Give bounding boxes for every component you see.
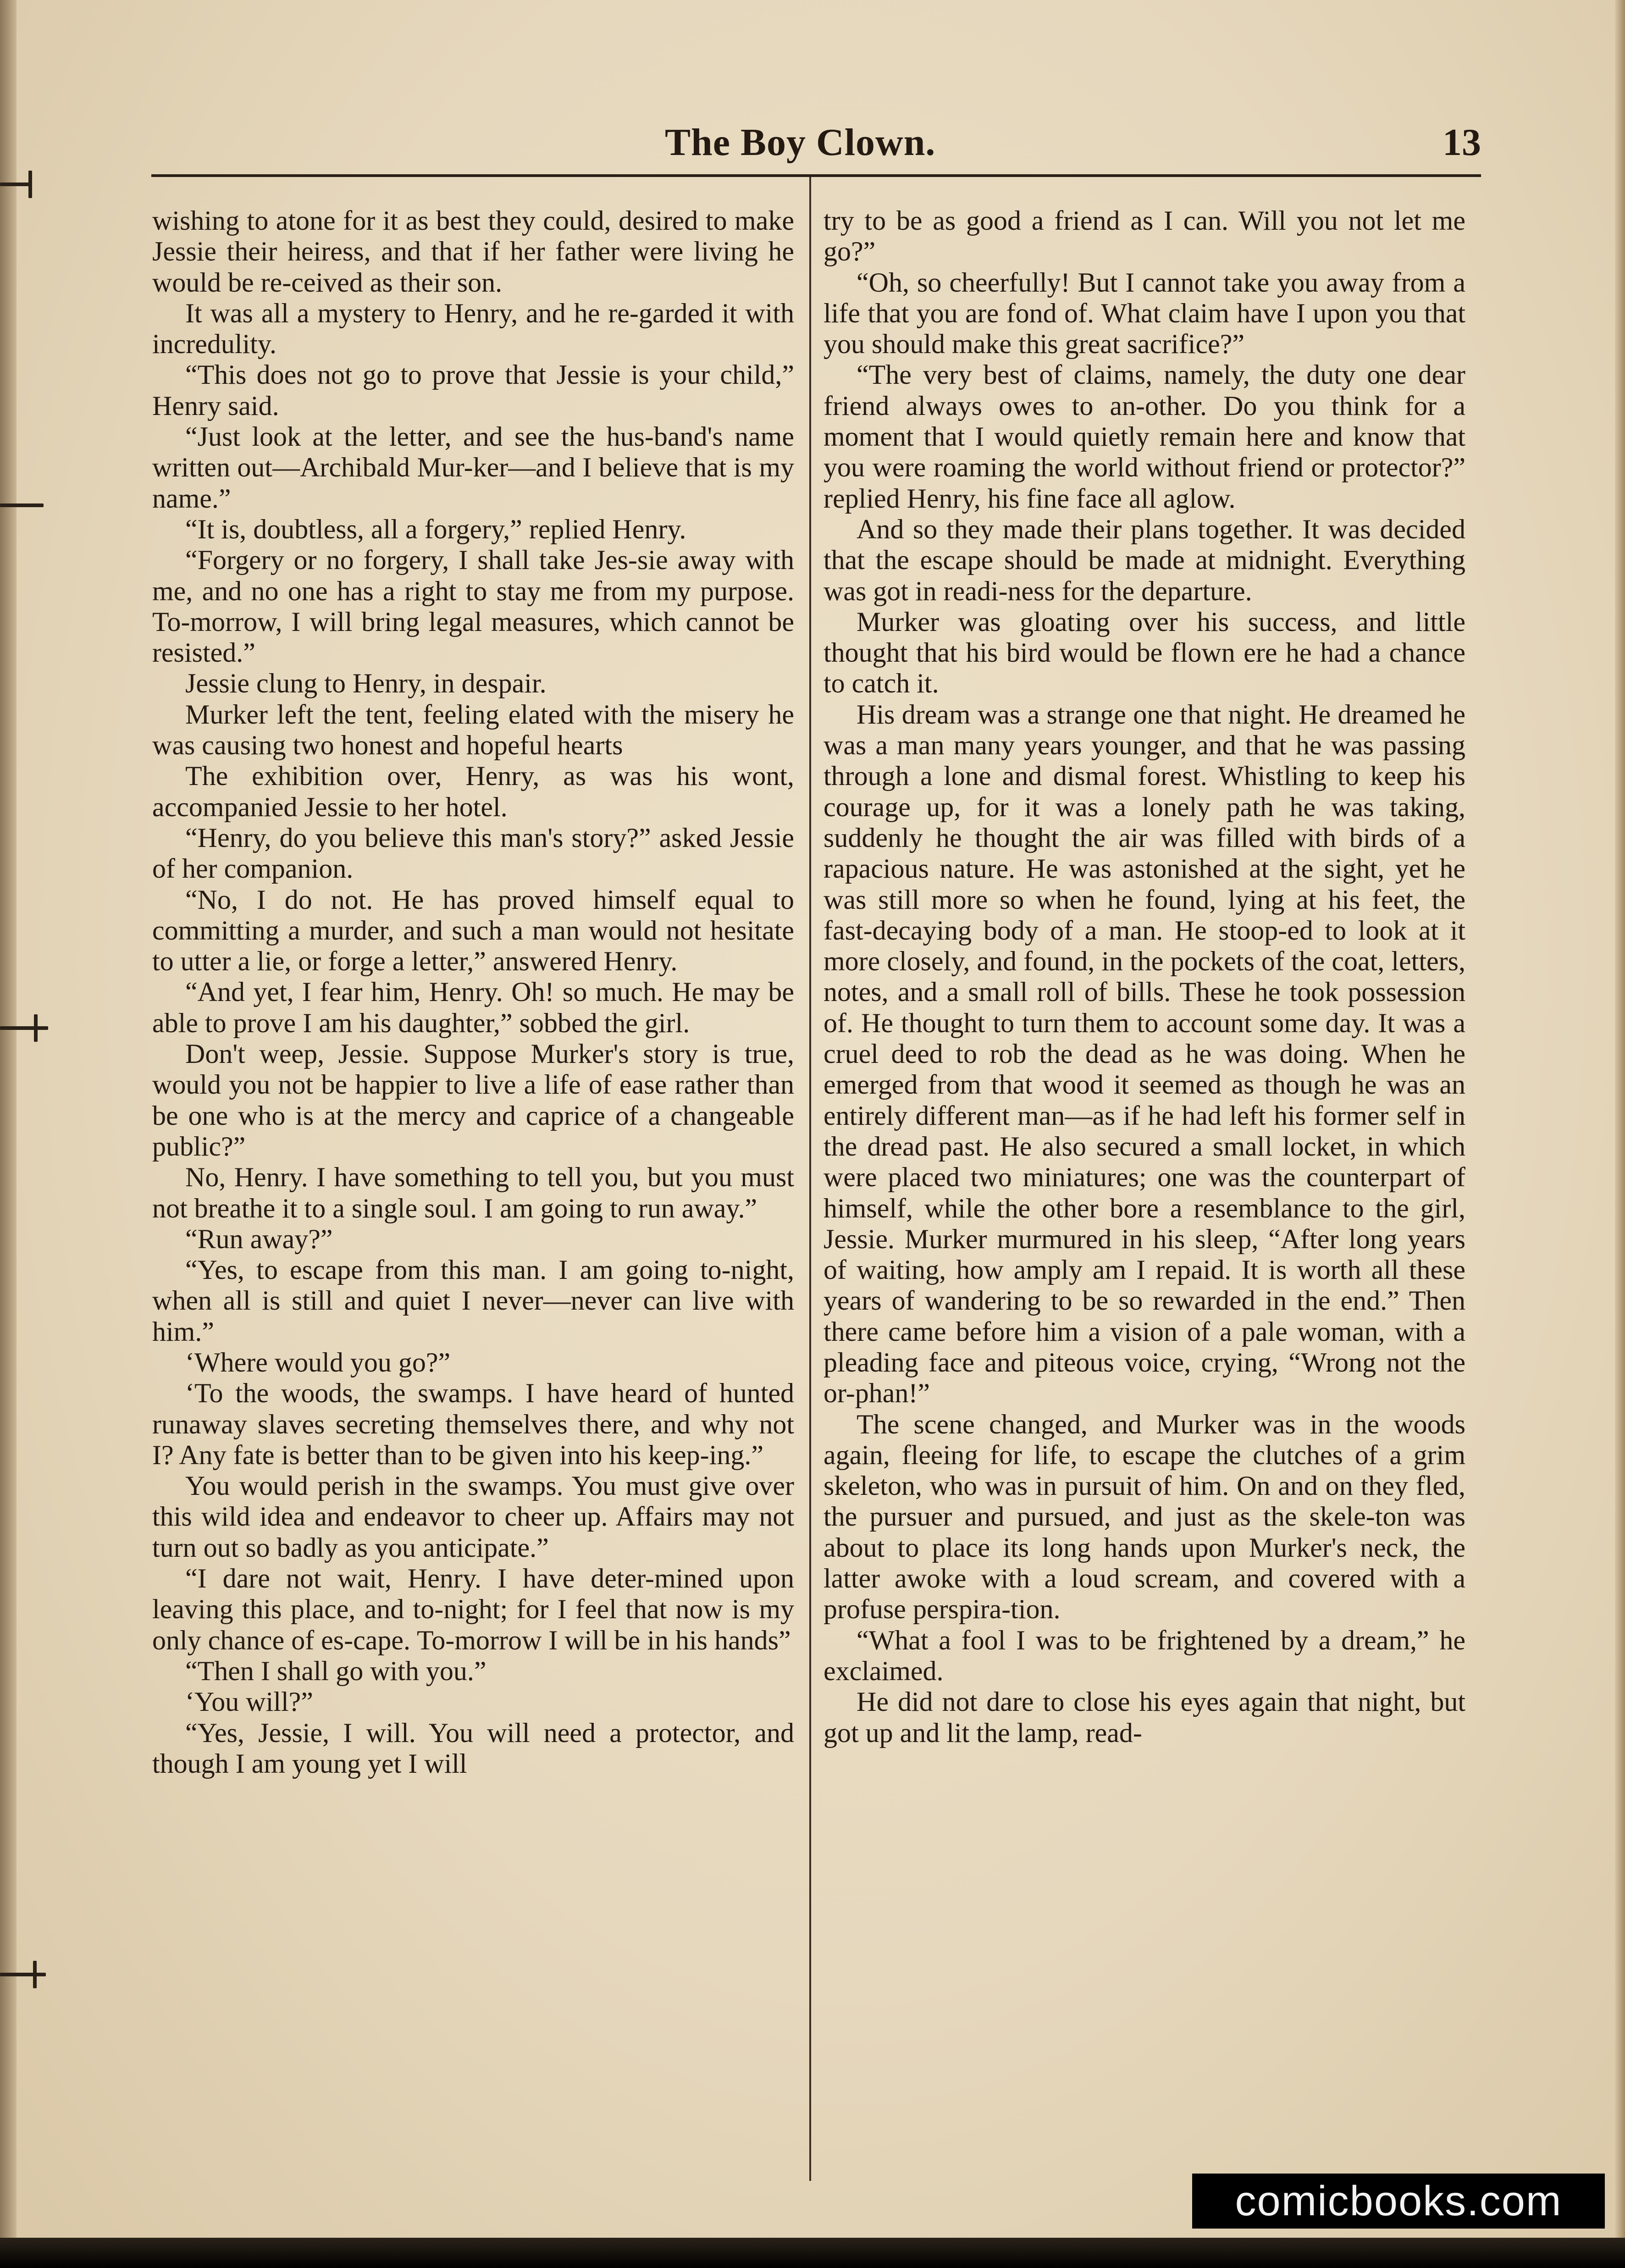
paragraph: “It is, doubtless, all a forgery,” replied Henry. [185,514,686,544]
paragraph: “The very best of claims, namely, the duty one dear friend always owes to an-other. Do you think for a moment that I would quietly remain here and know that you were roaming the world without friend or protector?” replied Henry, his fine face all aglow. [824,360,1465,514]
page-edge-right [1615,0,1625,2238]
paragraph: He did not dare to close his eyes again that night, but got up and lit the lamp, read- [824,1687,1465,1748]
paragraph: His dream was a strange one that night. He dreamed he was a man many years younger, and that he was passing through a lone and dismal forest. Whistling to keep his courage up, for it was a lonely path he was taking, suddenly he thought the air was filled with birds of a rapacious nature. He was astonished at the sight, yet he was still more so when he found, lying at his feet, the fast-decaying body of a man. He stoop-ed to look at it more closely, and found, in the pockets of the coat, letters, notes, and a small roll of bills. These he took possession of. He thought to turn them to account some day. It was a cruel deed to rob the dead as he was doing. When he emerged from that wood it seemed as though he was an entirely different man—as if he had left his former self in the dread past. He also secured a small locket, in which were placed two miniatures; one was the counterpart of himself, while the other bore a resemblance to the girl, Jessie. Murker murmured in his sleep, “After long years of waiting, how amply am I repaid. It is worth all these years of wandering to be so rewarded in the end.” Then there came before him a vision of a pale woman, with a pleading face and piteous voice, crying, “Wrong not the or-phan!” [824,699,1465,1409]
binding-stitch-mark [33,1961,37,1988]
binding-stitch-mark [0,1973,46,1976]
binding-stitch-mark [28,171,32,198]
binding-stitch-mark [0,1026,48,1030]
paragraph: Don't weep, Jessie. Suppose Murker's story is true, would you not be happier to live a life of ease rather than be one who is at the mercy and caprice of a changeable public?” [152,1039,794,1162]
paragraph: ‘You will?” [185,1687,313,1717]
paragraph: “Just look at the letter, and see the hus-band's name written out—Archibald Mur-ker—and I believe that is my name.” [152,421,794,514]
paragraph: The exhibition over, Henry, as was his wont, accompanied Jessie to her hotel. [152,761,794,822]
paragraph: “And yet, I fear him, Henry. Oh! so much. He may be able to prove I am his daughter,” sobbed the girl. [152,977,794,1038]
paragraph: “Oh, so cheerfully! But I cannot take you away from a life that you are fond of. What claim have I upon you that you should make this great sacrifice?” [824,267,1465,360]
paragraph: “Forgery or no forgery, I shall take Jes-sie away with me, and no one has a right to stay me from my purpose. To-morrow, I will bring legal measures, which cannot be resisted.” [152,545,794,668]
paragraph: “No, I do not. He has proved himself equal to committing a murder, and such a man would not hesitate to utter a lie, or forge a letter,” answered Henry. [152,884,794,977]
watermark: comicbooks.com [1192,2174,1605,2229]
paragraph: No, Henry. I have something to tell you, but you must not breathe it to a single soul. I am going to run away.” [152,1162,794,1223]
paragraph: And so they made their plans together. It was decided that the escape should be made at midnight. Everything was got in readi-ness for the departure. [824,514,1465,606]
binding-stitch-mark [34,1014,38,1042]
paragraph: “What a fool I was to be frightened by a dream,” he exclaimed. [824,1625,1465,1686]
paragraph: Murker left the tent, feeling elated with the misery he was causing two honest and hopeful hearts [152,699,794,761]
paragraph: You would perish in the swamps. You must give over this wild idea and endeavor to cheer up. Affairs may not turn out so badly as you anticipate.” [152,1471,794,1563]
page-number: 13 [1443,121,1481,164]
binding-stitch-mark [0,183,32,186]
paragraph: Jessie clung to Henry, in despair. [185,668,547,699]
left-column [152,205,794,1779]
paragraph: “This does not go to prove that Jessie is your child,” Henry said. [152,360,794,421]
binding-stitch-mark [0,503,44,507]
page-header [151,120,1481,171]
paragraph: ‘To the woods, the swamps. I have heard of hunted runaway slaves secreting themselves there, and why not I? Any fate is better than to be given into his keep-ing.” [152,1378,794,1470]
paragraph: Murker was gloating over his success, and little thought that his bird would be flown ere he had a chance to catch it. [824,606,1465,699]
paragraph: The scene changed, and Murker was in the woods again, fleeing for life, to escape the clutches of a grim skeleton, who was in pursuit of him. On and on they fled, the pursuer and pursued, and just as the skele-ton was about to place its long hands upon Murker's neck, the latter awoke with a loud scream, and covered with a profuse perspira-tion. [824,1409,1465,1625]
binding-edge [0,0,17,2268]
header-rule [151,174,1481,177]
paragraph: try to be as good a friend as I can. Will you not let me go?” [824,205,1465,267]
paragraph: “Henry, do you believe this man's story?” asked Jessie of her companion. [152,822,794,884]
paragraph: “Yes, Jessie, I will. You will need a protector, and though I am young yet I will [152,1717,794,1779]
running-title: The Boy Clown. [665,121,936,164]
paragraph: “Run away?” [185,1223,333,1254]
paragraph: “Then I shall go with you.” [185,1655,486,1686]
page-edge-bottom [0,2238,1625,2268]
column-divider [809,177,811,2181]
paragraph: “I dare not wait, Henry. I have deter-mined upon leaving this place, and to-night; for I feel that now is my only chance of es-cape. To-morrow I will be in his hands” [152,1563,794,1655]
paragraph: It was all a mystery to Henry, and he re-garded it with incredulity. [152,298,794,360]
paragraph: ‘Where would you go?” [185,1347,451,1377]
right-column [824,205,1465,1748]
paragraph: wishing to atone for it as best they could, desired to make Jessie their heiress, and that if her father were living he would be re-ceived as their son. [152,205,794,298]
paragraph: “Yes, to escape from this man. I am going to-night, when all is still and quiet I never—never can live with him.” [152,1255,794,1347]
